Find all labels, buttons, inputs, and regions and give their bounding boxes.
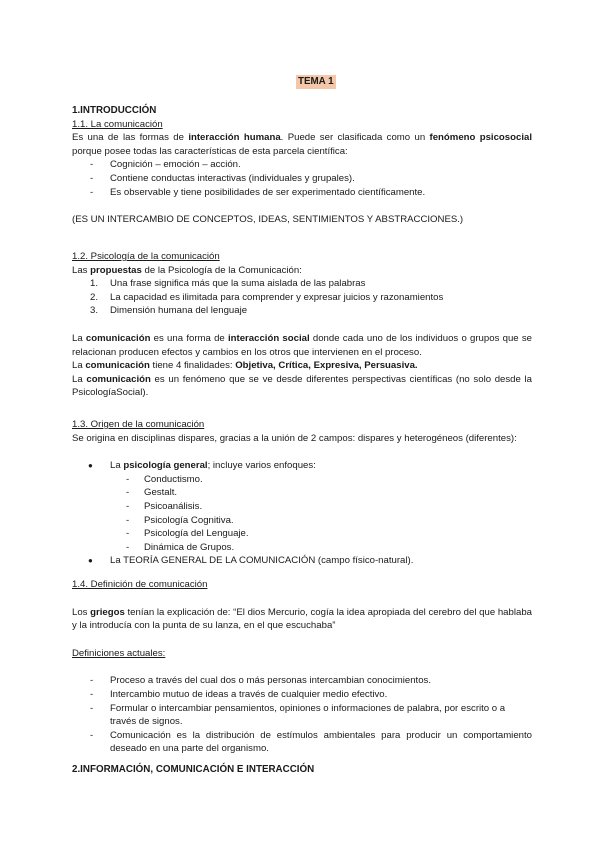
definitions-heading: Definiciones actuales: — [72, 647, 166, 659]
subsection-heading: 1.3. Origen de la comunicación — [72, 419, 205, 430]
list-item: - Psicoanálisis. — [72, 500, 532, 514]
list-item: - Comunicación es la distribución de estímulos ambientales para producir un comportamiento deseado en una parte del organismo. — [72, 729, 532, 756]
definitions-list — [72, 674, 532, 756]
numbered-list — [72, 277, 532, 318]
page-title: TEMA 1 — [298, 76, 334, 87]
list-item: - Proceso a través del cual dos o más personas intercambian conocimientos. — [72, 674, 532, 688]
list-item: ● La TEORÍA GENERAL DE LA COMUNICACIÓN (campo físico-natural). — [72, 554, 532, 568]
list-item: - Formular o intercambiar pensamientos, opiniones o informaciones de palabra, por escrito o a través de signos. — [72, 702, 532, 729]
paragraph: Es una de las formas de interacción humana. Puede ser clasificada como un fenómeno psicosocial porque posee todas las características de esta parcela científica: — [72, 132, 532, 157]
paragraph: Las propuestas de la Psicología de la Comunicación: — [72, 264, 302, 276]
list-item: - Psicología Cognitiva. — [72, 514, 532, 528]
list-item: - Psicología del Lenguaje. — [72, 527, 532, 541]
list-item: - Es observable y tiene posibilidades de ser experimentado científicamente. — [72, 186, 532, 200]
paragraph: La comunicación es una forma de interacción social donde cada uno de los individuos o grupos que se relacionan producen efectos y cambios en los otros que intervienen en el proceso. — [72, 332, 532, 358]
section-heading: 1.INTRODUCCIÓN — [72, 105, 157, 116]
list-item: 2. La capacidad es ilimitada para comprender y expresar juicios y razonamientos — [90, 291, 444, 303]
section-heading: 2.INFORMACIÓN, COMUNICACIÓN E INTERACCIÓN — [72, 764, 315, 775]
paragraph: Se origina en disciplinas dispares, gracias a la unión de 2 campos: dispares y heterogéneos (diferentes): — [72, 432, 517, 444]
list-item: 3. Dimensión humana del lenguaje — [90, 305, 248, 317]
subsection-heading: 1.4. Definición de comunicación — [72, 579, 208, 590]
list-item: ● La psicología general; incluye varios enfoques: - Conductismo. - Gestalt. - Psicoanálisis. - Psicología Cognitiva. - Psicología del Lenguaje. - Dinámica de Grupos. — [72, 459, 532, 554]
list-item: - Dinámica de Grupos. — [72, 541, 532, 555]
dash-list — [72, 158, 532, 199]
section-origen — [72, 418, 532, 568]
list-item: 1. Una frase significa más que la suma aislada de las palabras — [90, 278, 366, 290]
note: (ES UN INTERCAMBIO DE CONCEPTOS, IDEAS, SENTIMIENTOS Y ABSTRACCIONES.) — [72, 214, 464, 226]
section-psicologia — [72, 250, 532, 400]
subsection-heading: 1.2. Psicología de la comunicación — [72, 251, 220, 262]
paragraph: La comunicación es un fenómeno que se ve desde diferentes perspectivas científicas (no solo desde la PsicologíaSocial). — [72, 373, 532, 399]
section-introduccion — [72, 104, 532, 227]
list-item: - Conductismo. — [72, 473, 532, 487]
list-item: - Contiene conductas interactivas (individuales y grupales). — [72, 172, 532, 186]
section-informacion — [72, 763, 532, 777]
list-item: - Intercambio mutuo de ideas a través de cualquier medio efectivo. — [72, 688, 532, 702]
paragraph: Los griegos tenían la explicación de: “El dios Mercurio, cogía la idea apropiada del cerebro del que hablaba y la introducía con la punta de su lanza, en el que escuchaba” — [72, 606, 532, 632]
list-item: - Gestalt. — [72, 486, 532, 500]
bullet-list — [72, 459, 532, 568]
subsection-heading: 1.1. La comunicación — [72, 118, 163, 130]
list-item: - Cognición – emoción – acción. — [72, 158, 532, 172]
paragraph: La comunicación tiene 4 finalidades: Objetiva, Crítica, Expresiva, Persuasiva. — [72, 360, 418, 372]
section-definicion — [72, 578, 532, 756]
sub-list — [72, 473, 532, 555]
